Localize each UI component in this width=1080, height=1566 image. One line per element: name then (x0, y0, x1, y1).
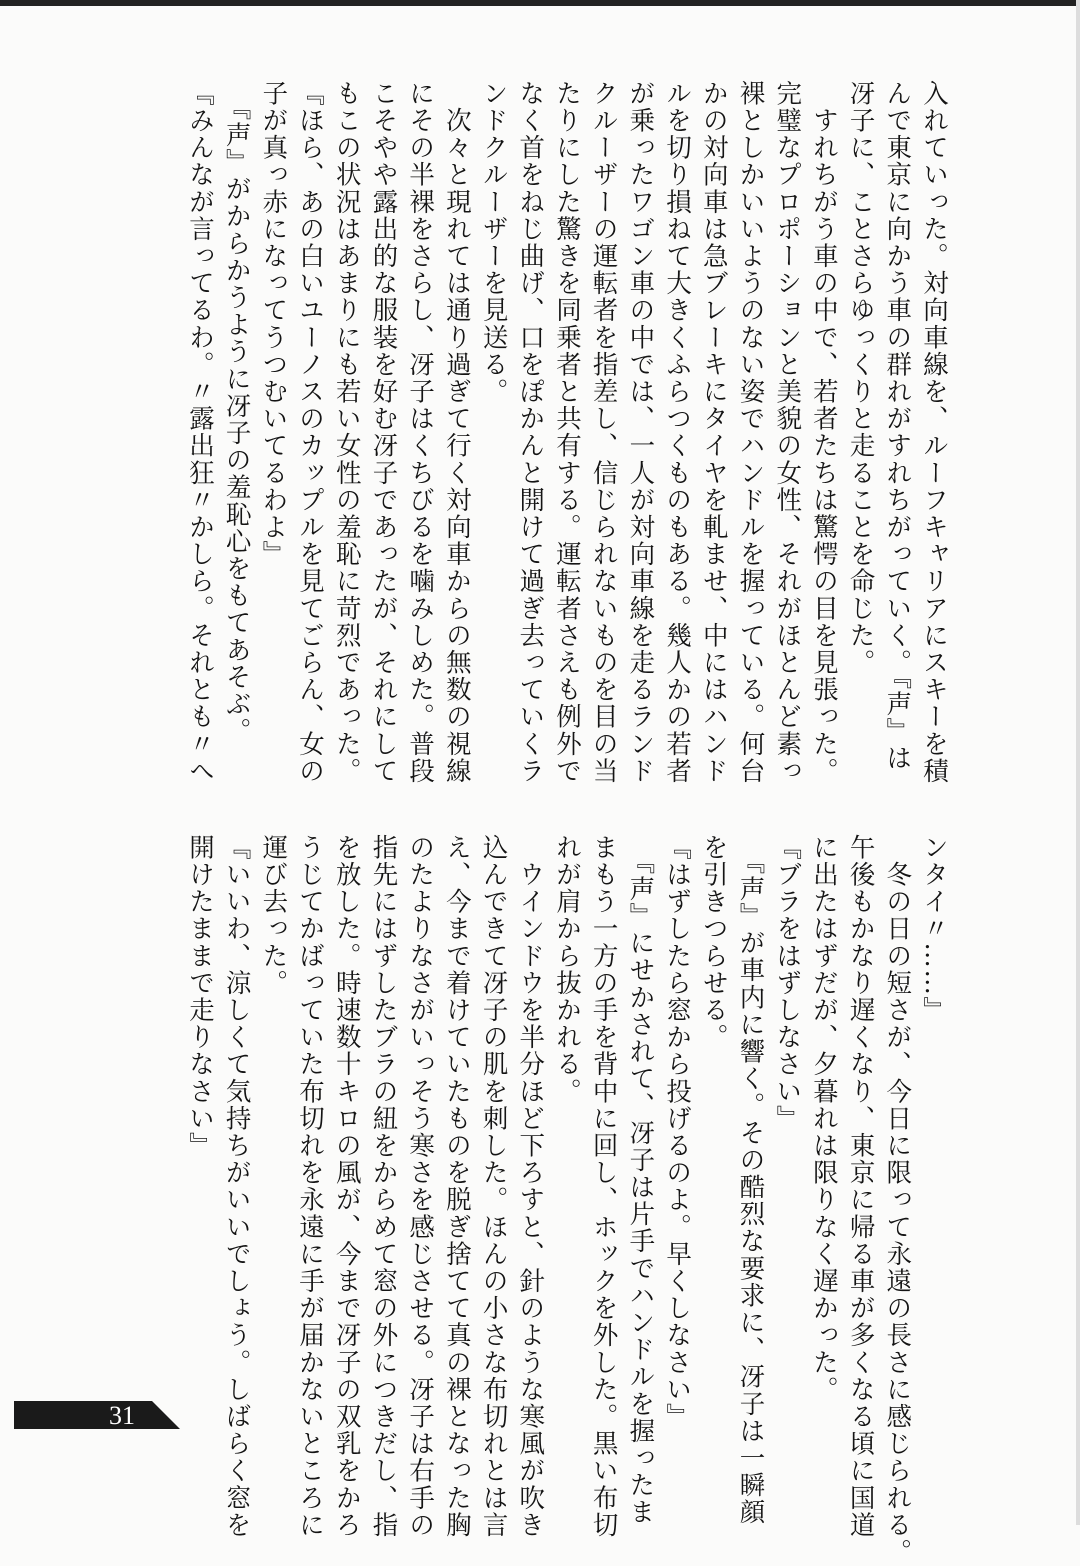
text-column: を放した。時速数十キロの風が、今まで冴子の双乳をかろ (331, 834, 362, 1539)
text-column: ルを切り損ねて大きくふらつくものもある。幾人かの若者 (662, 80, 693, 785)
text-column: たりにした驚きを同乗者と共有する。運転者さえも例外で (551, 80, 582, 785)
text-column: 込んできて冴子の肌を刺した。ほんの小さな布切れとは言 (478, 834, 509, 1539)
text-column: 指先にはずしたブラの紐をからめて窓の外につきだし、指 (368, 834, 399, 1539)
text-column: ンタイ〃……』 (919, 834, 949, 1024)
text-column: 『声』にせかされて、冴子は片手でハンドルを握ったま (625, 834, 656, 1526)
text-column: まもう一方の手を背中に回し、ホックを外した。黒い布切 (588, 834, 619, 1539)
text-column: 冴子に、ことさらゆっくりと走ることを命じた。 (845, 80, 876, 677)
text-column: 午後もかなり遅くなり、東京に帰る車が多くなる頃に国道 (845, 834, 876, 1539)
text-column: え、今まで着けていたものを脱ぎ捨てて真の裸となった胸 (441, 834, 472, 1539)
text-column: ウインドウを半分ほど下ろすと、針のような寒風が吹き (515, 834, 546, 1539)
text-column: を引きつらせる。 (698, 834, 729, 1051)
text-column: 開けたままで走りなさい』 (184, 834, 215, 1160)
text-column: クルーザーの運転者を指差し、信じられないものを目の当 (588, 80, 619, 785)
text-column: すれちがう車の中で、若者たちは驚愕の目を見張った。 (808, 80, 839, 785)
text-column: 『声』が車内に響く。その酷烈な要求に、冴子は一瞬顔 (735, 834, 766, 1526)
text-column: 『ほら、あの白いユーノスのカップルを見てごらん、女の (295, 80, 326, 785)
text-column: 運び去った。 (258, 834, 289, 997)
text-block-lower (181, 834, 952, 1566)
text-column: に出たはずだが、夕暮れは限りなく遅かった。 (808, 834, 839, 1404)
page-number: 31 (109, 1401, 135, 1430)
text-column: が乗ったワゴン車の中では、一人が対向車線を走るランド (625, 80, 656, 785)
scan-right-edge (1076, 0, 1080, 1525)
text-column: うじてかばっていた布切れを永遠に手が届かないところに (295, 834, 326, 1539)
text-column: 『声』がからかうように冴子の羞恥心をもてあそぶ。 (221, 80, 252, 745)
text-column: れが肩から抜かれる。 (551, 834, 582, 1105)
text-column: んで東京に向かう車の群れがすれちがっていく。『声』は (882, 80, 913, 772)
text-column: ンドクルーザーを見送る。 (478, 80, 509, 406)
text-column: 『ブラをはずしなさい』 (772, 834, 803, 1133)
text-column: 冬の日の短さが、今日に限って永遠の長さに感じられる。 (882, 834, 913, 1566)
text-column: 『いいわ、涼しくて気持ちがいいでしょう。しばらく窓を (221, 834, 252, 1539)
scan-top-edge (0, 0, 1080, 6)
text-column: のたよりなさがいっそう寒さを感じさせる。冴子は右手の (405, 834, 436, 1539)
text-block-upper (181, 80, 952, 785)
text-column: にその半裸をさらし、冴子はくちびるを噛みしめた。普段 (405, 80, 436, 785)
text-column: 裸としかいいようのない姿でハンドルを握っている。何台 (735, 80, 766, 785)
page-number-tab (14, 1401, 182, 1431)
text-column: かの対向車は急ブレーキにタイヤを軋ませ、中にはハンド (698, 80, 729, 785)
text-column: 入れていった。対向車線を、ルーフキャリアにスキーを積 (919, 80, 949, 785)
text-column: 『みんなが言ってるわ。〃露出狂〃かしら。それとも〃へ (184, 80, 215, 785)
text-column: もこの状況はあまりにも若い女性の羞恥に苛烈であった。 (331, 80, 362, 785)
text-column: 子が真っ赤になってうつむいてるわよ』 (258, 80, 289, 568)
text-column: 次々と現れては通り過ぎて行く対向車からの無数の視線 (441, 80, 472, 785)
text-column: こそやや露出的な服装を好む冴子であったが、それにして (368, 80, 399, 785)
text-column: 完璧なプロポーションと美貌の女性、それがほとんど素っ (772, 80, 803, 785)
text-column: 『はずしたら窓から投げるのよ。早くしなさい』 (662, 834, 693, 1431)
text-column: なく首をねじ曲げ、口をぽかんと開けて過ぎ去っていくラ (515, 80, 546, 785)
